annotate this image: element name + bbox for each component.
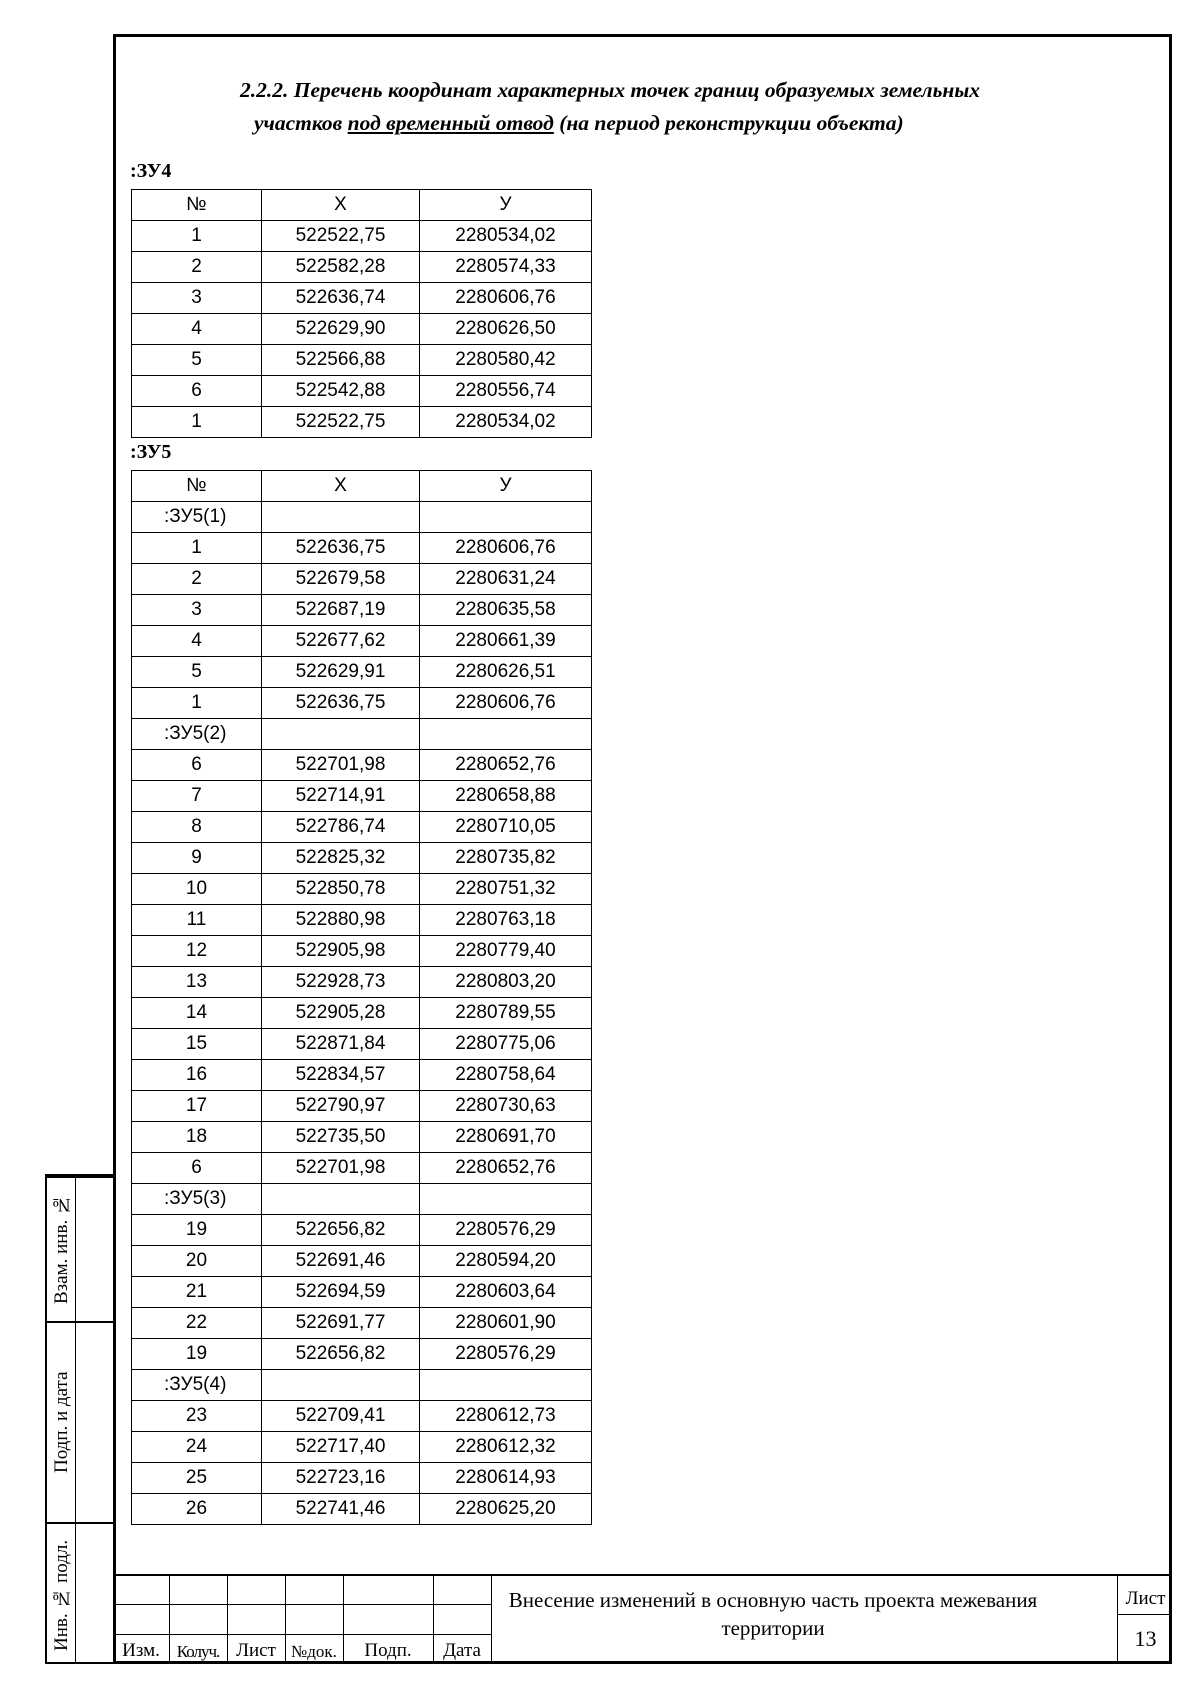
- y-coordinate-cell: 2280626,51: [420, 657, 592, 688]
- x-coordinate-cell: 522566,88: [262, 345, 420, 376]
- x-coordinate-cell: 522691,77: [262, 1308, 420, 1339]
- table-row: [132, 967, 592, 998]
- point-number-cell: 6: [132, 376, 262, 407]
- side-strip-divider: [75, 1178, 76, 1662]
- table-row: [132, 407, 592, 438]
- x-coordinate-cell: 522522,75: [262, 221, 420, 252]
- y-coordinate-cell: 2280635,58: [420, 595, 592, 626]
- table-row: [132, 283, 592, 314]
- point-number-cell: 2: [132, 252, 262, 283]
- table-header-row: [132, 471, 592, 502]
- empty-cell: [420, 502, 592, 533]
- y-coordinate-cell: 2280652,76: [420, 750, 592, 781]
- point-number-cell: 20: [132, 1246, 262, 1277]
- y-coordinate-cell: 2280556,74: [420, 376, 592, 407]
- x-coordinate-cell: 522629,90: [262, 314, 420, 345]
- podp-data-label: Подп. и дата: [51, 1371, 72, 1474]
- tb-vline: [491, 1576, 492, 1664]
- x-coordinate-cell: 522786,74: [262, 812, 420, 843]
- y-coordinate-cell: 2280710,05: [420, 812, 592, 843]
- podp-label: Подп.: [364, 1640, 412, 1661]
- y-coordinate-cell: 2280763,18: [420, 905, 592, 936]
- subsection-label: :ЗУ5(4): [132, 1370, 262, 1401]
- point-number-cell: 1: [132, 407, 262, 438]
- y-coordinate-cell: 2280601,90: [420, 1308, 592, 1339]
- point-number-cell: 13: [132, 967, 262, 998]
- point-number-cell: 2: [132, 564, 262, 595]
- x-coordinate-cell: 522694,59: [262, 1277, 420, 1308]
- section-heading: [240, 74, 1140, 140]
- sheet-label: Лист: [1125, 1588, 1166, 1609]
- column-header-num: №: [132, 471, 262, 502]
- y-coordinate-cell: 2280626,50: [420, 314, 592, 345]
- y-coordinate-cell: 2280658,88: [420, 781, 592, 812]
- subsection-label: :ЗУ5(1): [132, 502, 262, 533]
- point-number-cell: 16: [132, 1060, 262, 1091]
- point-number-cell: 5: [132, 657, 262, 688]
- x-coordinate-cell: 522582,28: [262, 252, 420, 283]
- x-coordinate-cell: 522679,58: [262, 564, 420, 595]
- y-coordinate-cell: 2280775,06: [420, 1029, 592, 1060]
- y-coordinate-cell: 2280576,29: [420, 1215, 592, 1246]
- point-number-cell: 15: [132, 1029, 262, 1060]
- x-coordinate-cell: 522656,82: [262, 1339, 420, 1370]
- y-coordinate-cell: 2280612,32: [420, 1432, 592, 1463]
- y-coordinate-cell: 2280534,02: [420, 221, 592, 252]
- x-coordinate-cell: 522741,46: [262, 1494, 420, 1525]
- y-coordinate-cell: 2280779,40: [420, 936, 592, 967]
- zu5-coordinates-table: [131, 470, 592, 1525]
- y-coordinate-cell: 2280606,76: [420, 283, 592, 314]
- y-coordinate-cell: 2280730,63: [420, 1091, 592, 1122]
- y-coordinate-cell: 2280631,24: [420, 564, 592, 595]
- x-coordinate-cell: 522850,78: [262, 874, 420, 905]
- x-coordinate-cell: 522714,91: [262, 781, 420, 812]
- title-block: [113, 1574, 1172, 1664]
- point-number-cell: 11: [132, 905, 262, 936]
- point-number-cell: 3: [132, 595, 262, 626]
- subsection-row: [132, 1370, 592, 1401]
- heading-underlined-phrase: под временный отвод: [347, 111, 554, 135]
- x-coordinate-cell: 522656,82: [262, 1215, 420, 1246]
- table-row: [132, 564, 592, 595]
- empty-cell: [262, 719, 420, 750]
- x-coordinate-cell: 522636,75: [262, 533, 420, 564]
- y-coordinate-cell: 2280691,70: [420, 1122, 592, 1153]
- point-number-cell: 3: [132, 283, 262, 314]
- table-row: [132, 1463, 592, 1494]
- empty-cell: [420, 1370, 592, 1401]
- table-row: [132, 1122, 592, 1153]
- table-row: [132, 1277, 592, 1308]
- x-coordinate-cell: 522905,98: [262, 936, 420, 967]
- y-coordinate-cell: 2280751,32: [420, 874, 592, 905]
- data-label: Дата: [443, 1640, 481, 1661]
- table-row: [132, 1029, 592, 1060]
- x-coordinate-cell: 522834,57: [262, 1060, 420, 1091]
- x-coordinate-cell: 522928,73: [262, 967, 420, 998]
- heading-line2-prefix: участков: [254, 111, 348, 135]
- table-row: [132, 1215, 592, 1246]
- point-number-cell: 4: [132, 626, 262, 657]
- subsection-row: [132, 502, 592, 533]
- point-number-cell: 21: [132, 1277, 262, 1308]
- table-row: [132, 1246, 592, 1277]
- y-coordinate-cell: 2280625,20: [420, 1494, 592, 1525]
- point-number-cell: 18: [132, 1122, 262, 1153]
- y-coordinate-cell: 2280603,64: [420, 1277, 592, 1308]
- x-coordinate-cell: 522790,97: [262, 1091, 420, 1122]
- y-coordinate-cell: 2280606,76: [420, 688, 592, 719]
- table-row: [132, 750, 592, 781]
- x-coordinate-cell: 522701,98: [262, 750, 420, 781]
- table-row: [132, 1060, 592, 1091]
- point-number-cell: 19: [132, 1215, 262, 1246]
- x-coordinate-cell: 522735,50: [262, 1122, 420, 1153]
- zu4-label: :ЗУ4: [130, 160, 172, 182]
- heading-line2: [240, 107, 1140, 140]
- point-number-cell: 6: [132, 750, 262, 781]
- empty-cell: [262, 502, 420, 533]
- ndok-label: №док.: [291, 1642, 337, 1661]
- x-coordinate-cell: 522905,28: [262, 998, 420, 1029]
- column-header-x: Х: [262, 190, 420, 221]
- table-row: [132, 1091, 592, 1122]
- x-coordinate-cell: 522629,91: [262, 657, 420, 688]
- x-coordinate-cell: 522677,62: [262, 626, 420, 657]
- point-number-cell: 1: [132, 688, 262, 719]
- y-coordinate-cell: 2280661,39: [420, 626, 592, 657]
- table-row: [132, 1339, 592, 1370]
- x-coordinate-cell: 522636,75: [262, 688, 420, 719]
- x-coordinate-cell: 522522,75: [262, 407, 420, 438]
- table-row: [132, 905, 592, 936]
- point-number-cell: 9: [132, 843, 262, 874]
- inv-podl-label: Инв. № подл.: [51, 1539, 72, 1651]
- table-row: [132, 812, 592, 843]
- table-row: [132, 1494, 592, 1525]
- point-number-cell: 17: [132, 1091, 262, 1122]
- point-number-cell: 7: [132, 781, 262, 812]
- empty-cell: [420, 1184, 592, 1215]
- tb-hline: [113, 1634, 491, 1635]
- zu4-coordinates-table: [131, 189, 592, 438]
- list-label: Лист: [236, 1640, 276, 1661]
- sheet-number: 13: [1134, 1626, 1157, 1651]
- y-coordinate-cell: 2280576,29: [420, 1339, 592, 1370]
- tb-hline: [113, 1604, 491, 1605]
- table-row: [132, 781, 592, 812]
- point-number-cell: 8: [132, 812, 262, 843]
- table-row: [132, 1308, 592, 1339]
- column-header-y: У: [420, 190, 592, 221]
- table-row: [132, 657, 592, 688]
- table-row: [132, 1432, 592, 1463]
- subsection-row: [132, 719, 592, 750]
- table-row: [132, 595, 592, 626]
- empty-cell: [420, 719, 592, 750]
- x-coordinate-cell: 522636,74: [262, 283, 420, 314]
- y-coordinate-cell: 2280614,93: [420, 1463, 592, 1494]
- izm-label: Изм.: [122, 1640, 160, 1661]
- column-header-y: У: [420, 471, 592, 502]
- x-coordinate-cell: 522542,88: [262, 376, 420, 407]
- table-row: [132, 843, 592, 874]
- point-number-cell: 23: [132, 1401, 262, 1432]
- y-coordinate-cell: 2280606,76: [420, 533, 592, 564]
- table-header-row: [132, 190, 592, 221]
- y-coordinate-cell: 2280652,76: [420, 1153, 592, 1184]
- point-number-cell: 14: [132, 998, 262, 1029]
- point-number-cell: 24: [132, 1432, 262, 1463]
- y-coordinate-cell: 2280789,55: [420, 998, 592, 1029]
- point-number-cell: 12: [132, 936, 262, 967]
- table-row: [132, 376, 592, 407]
- point-number-cell: 26: [132, 1494, 262, 1525]
- table-row: [132, 533, 592, 564]
- point-number-cell: 25: [132, 1463, 262, 1494]
- document-title: Внесение изменений в основную часть проекта межевания территории: [508, 1588, 1038, 1640]
- side-strip: [45, 1176, 113, 1664]
- point-number-cell: 1: [132, 533, 262, 564]
- y-coordinate-cell: 2280803,20: [420, 967, 592, 998]
- x-coordinate-cell: 522825,32: [262, 843, 420, 874]
- y-coordinate-cell: 2280534,02: [420, 407, 592, 438]
- table-row: [132, 221, 592, 252]
- y-coordinate-cell: 2280758,64: [420, 1060, 592, 1091]
- x-coordinate-cell: 522880,98: [262, 905, 420, 936]
- table-row: [132, 998, 592, 1029]
- x-coordinate-cell: 522701,98: [262, 1153, 420, 1184]
- empty-cell: [262, 1370, 420, 1401]
- point-number-cell: 4: [132, 314, 262, 345]
- table-row: [132, 626, 592, 657]
- table-row: [132, 345, 592, 376]
- table-row: [132, 874, 592, 905]
- point-number-cell: 1: [132, 221, 262, 252]
- x-coordinate-cell: 522723,16: [262, 1463, 420, 1494]
- point-number-cell: 5: [132, 345, 262, 376]
- column-header-x: Х: [262, 471, 420, 502]
- subsection-label: :ЗУ5(3): [132, 1184, 262, 1215]
- subsection-label: :ЗУ5(2): [132, 719, 262, 750]
- y-coordinate-cell: 2280612,73: [420, 1401, 592, 1432]
- point-number-cell: 6: [132, 1153, 262, 1184]
- x-coordinate-cell: 522709,41: [262, 1401, 420, 1432]
- table-row: [132, 1153, 592, 1184]
- table-row: [132, 314, 592, 345]
- tb-hline: [1117, 1614, 1172, 1615]
- tb-vline: [1117, 1576, 1118, 1664]
- table-row: [132, 936, 592, 967]
- point-number-cell: 22: [132, 1308, 262, 1339]
- point-number-cell: 19: [132, 1339, 262, 1370]
- subsection-row: [132, 1184, 592, 1215]
- koluch-label: Колуч.: [176, 1642, 220, 1661]
- empty-cell: [262, 1184, 420, 1215]
- heading-line1: 2.2.2. Перечень координат характерных точек границ образуемых земельных: [240, 78, 981, 102]
- point-number-cell: 10: [132, 874, 262, 905]
- table-row: [132, 252, 592, 283]
- y-coordinate-cell: 2280574,33: [420, 252, 592, 283]
- y-coordinate-cell: 2280580,42: [420, 345, 592, 376]
- heading-line2-suffix: (на период реконструкции объекта): [553, 111, 904, 135]
- table-row: [132, 688, 592, 719]
- x-coordinate-cell: 522691,46: [262, 1246, 420, 1277]
- x-coordinate-cell: 522717,40: [262, 1432, 420, 1463]
- x-coordinate-cell: 522871,84: [262, 1029, 420, 1060]
- y-coordinate-cell: 2280594,20: [420, 1246, 592, 1277]
- zu5-label: :ЗУ5: [130, 441, 172, 463]
- y-coordinate-cell: 2280735,82: [420, 843, 592, 874]
- column-header-num: №: [132, 190, 262, 221]
- x-coordinate-cell: 522687,19: [262, 595, 420, 626]
- vzam-inv-label: Взам. инв. №: [51, 1194, 72, 1305]
- table-row: [132, 1401, 592, 1432]
